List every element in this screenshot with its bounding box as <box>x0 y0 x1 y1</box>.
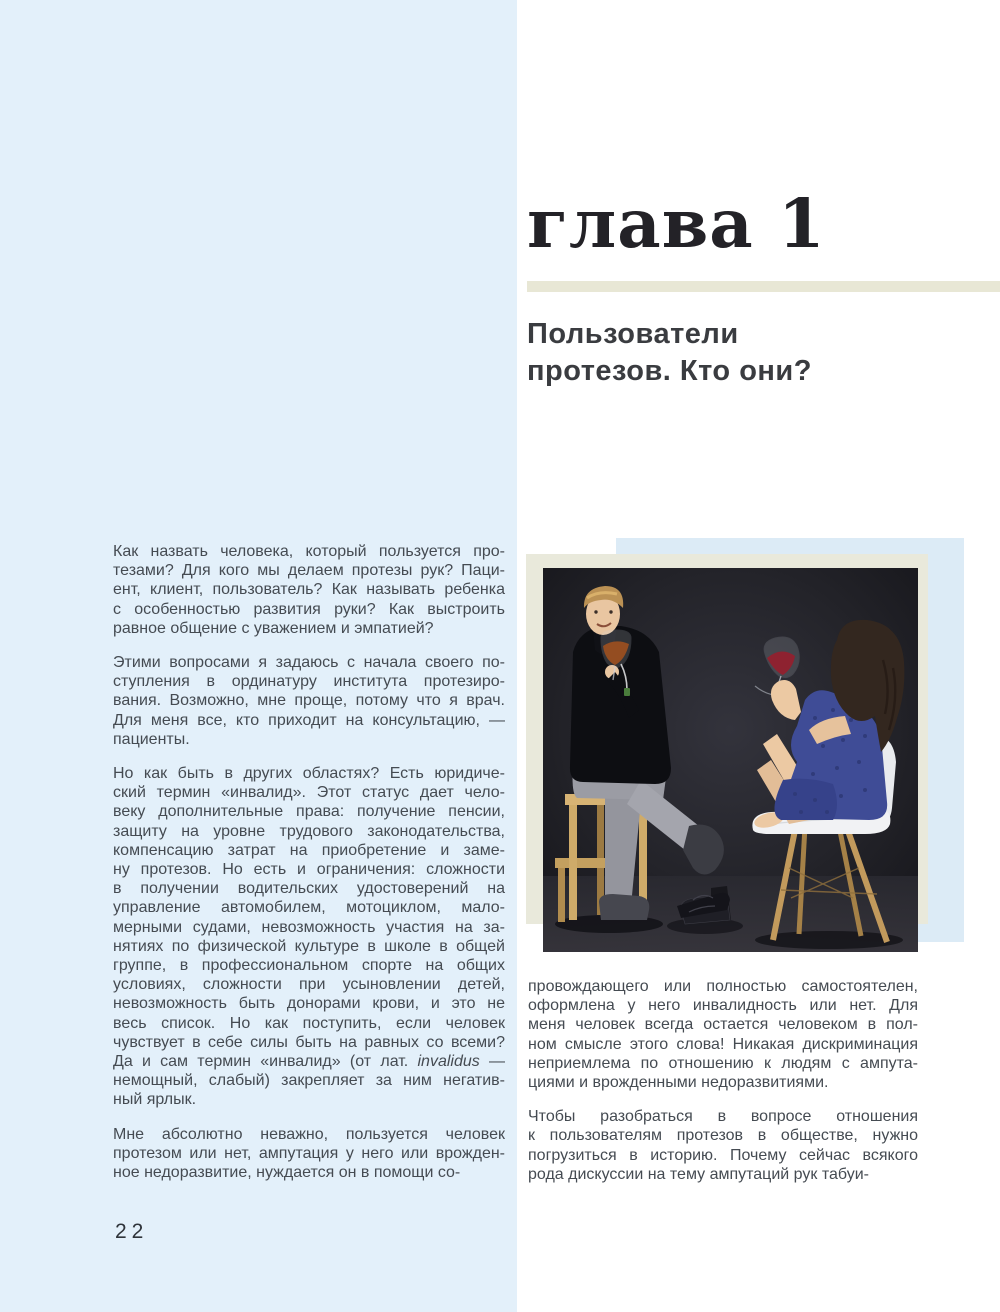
text-line: ступления в ординатуру института протезиро- <box>113 673 505 691</box>
text-line: меня человек всегда остается человеком в пол- <box>528 1016 918 1034</box>
text-line: Как назвать человека, который пользуется про- <box>113 543 505 560</box>
text-line: нятиях по физической культуре в школе в общей <box>113 937 505 955</box>
text-line: тезами? Для кого мы делаем протезы рук? Паци- <box>113 562 505 580</box>
text-line: ное недоразвитие, нуждается он в помощи со- <box>113 1164 461 1182</box>
text-line: рода дискуссии на тему ампутаций рук табуи- <box>528 1165 869 1183</box>
text-line: мерными судами, невозможность участия на за- <box>113 918 505 936</box>
chapter-kicker: глава 1 <box>527 184 826 263</box>
text-line: с особенностью развития руки? Как выстроить <box>113 600 505 618</box>
paragraph <box>528 1107 918 1184</box>
paragraph <box>528 977 918 1092</box>
text-line: оформлена у него инвалидность или нет. Для <box>528 997 918 1015</box>
paragraph <box>113 653 505 749</box>
text-line: ент, клиент, пользователь? Как называть ребенка <box>113 581 505 599</box>
text-line: веку дополнительные права: получение пенсии, <box>113 803 505 821</box>
text-line: равное общение с уважением и эмпатией? <box>113 619 434 637</box>
text-line: ном смысле этого слова! Никакая дискриминация <box>528 1035 918 1053</box>
paragraph <box>113 1125 505 1183</box>
text-line: защиту на уровне трудового законодательства, <box>113 822 505 840</box>
text-line: Но как быть в других областях? Есть юридиче- <box>113 765 505 783</box>
text-line: в получении водительских удостоверений на <box>113 880 505 898</box>
chapter-title-line-1: Пользователи <box>527 318 739 350</box>
text-line: погрузиться в историю. Почему сейчас всякого <box>528 1146 918 1164</box>
text-line: Чтобы разобраться в вопросе отношения <box>528 1108 918 1126</box>
text-line: компенсацию затрат на приобретение и заме- <box>113 841 505 859</box>
text-line: невозможность быть донорами крови, и это не <box>113 995 505 1013</box>
text-line: ный ярлык. <box>113 1091 197 1109</box>
chapter-title <box>527 316 947 390</box>
text-line: пациенты. <box>113 730 190 748</box>
text-line: чувствует в себе силы быть на равных со всеми? <box>113 1033 505 1051</box>
text-line: протезом или нет, ампутация у него или врожден- <box>113 1144 505 1162</box>
text-line: Этими вопросами я задаюсь с начала своего по- <box>113 654 505 672</box>
text-line: ну протезов. Но есть и ограничения: сложности <box>113 861 505 879</box>
paragraph <box>113 764 505 1110</box>
text-line: Мне абсолютно неважно, пользуется человек <box>113 1125 505 1143</box>
paragraph <box>113 542 505 638</box>
right-text-column <box>528 977 918 1199</box>
page-number: 22 <box>115 1220 149 1243</box>
text-line: вания. Возможно, мне проще, потому что я врач. <box>113 692 505 710</box>
decorative-rule <box>527 281 1000 292</box>
text-line: неприемлема по отношению к людям с ампута- <box>528 1054 918 1072</box>
text-line: Для меня все, кто приходит на консультацию, — <box>113 711 505 729</box>
text-line: ский термин «инвалид». Этот статус дает чело- <box>113 784 505 802</box>
text-line: управление автомобилем, мотоциклом, мало- <box>113 899 505 917</box>
text-line: циями и врожденными недоразвитиями. <box>528 1074 829 1092</box>
text-line: немощный, слабый) закрепляет за ним негатив- <box>113 1072 505 1090</box>
text-line: Да и сам термин «инвалид» (от лат. invalidus — <box>113 1053 505 1071</box>
text-line: весь список. Но как поступить, если человек <box>113 1014 505 1032</box>
chapter-photo <box>543 568 918 952</box>
chapter-title-line-2: протезов. Кто они? <box>527 355 812 387</box>
left-text-column <box>113 542 505 1197</box>
text-line: группе, в профессиональном спорте на общих <box>113 957 505 975</box>
text-line: к пользователям протезов в обществе, нужно <box>528 1127 918 1145</box>
text-line: условиях, сложности при усыновлении детей, <box>113 976 505 994</box>
text-line: провождающего или полностью самостоятелен, <box>528 978 918 995</box>
